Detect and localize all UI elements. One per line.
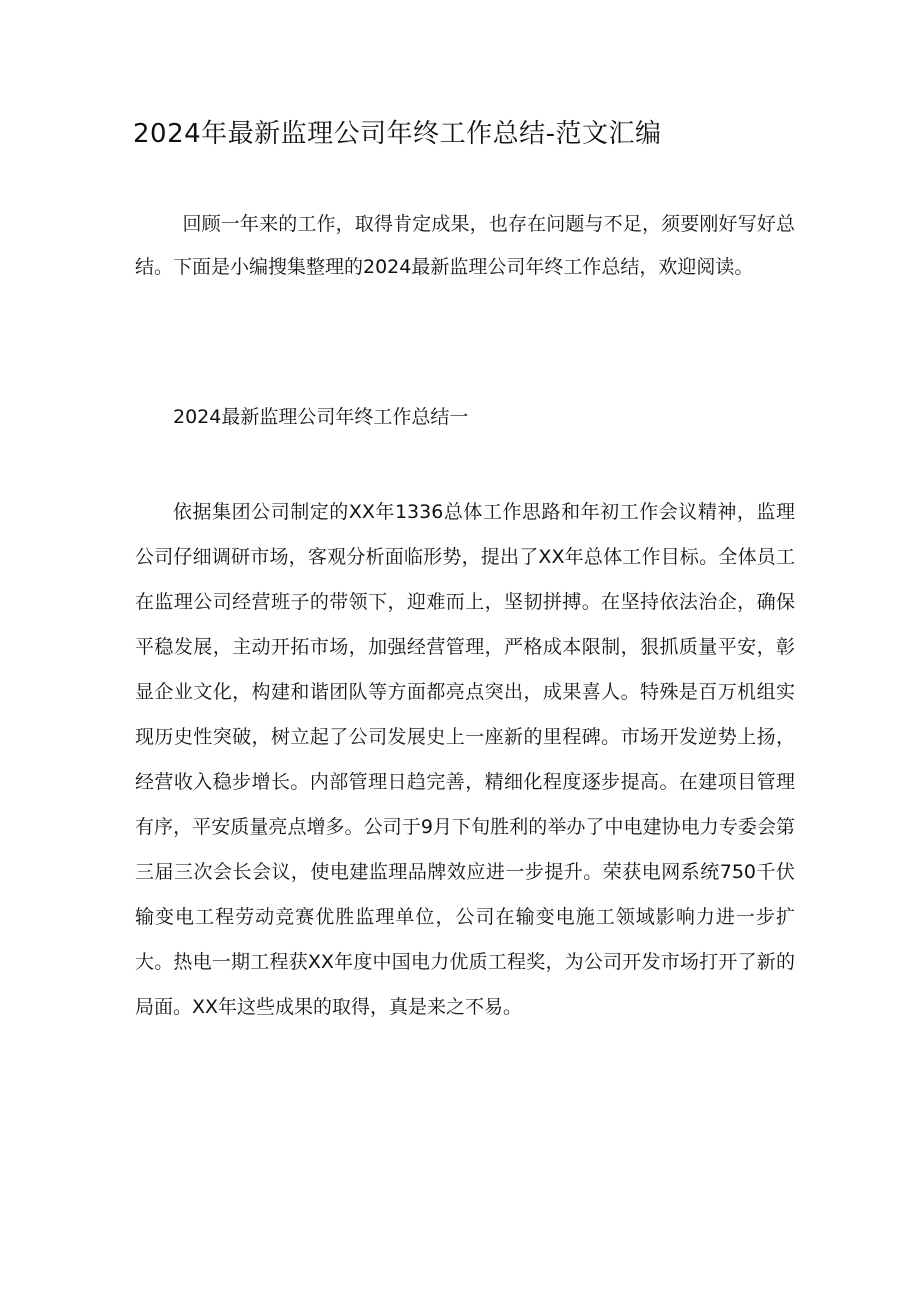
body-paragraph: 依据集团公司制定的XX年1336总体工作思路和年初工作会议精神，监理公司仔细调研市场，客观分析面临形势，提出了XX年总体工作目标。全体员工在监理公司经营班子的带领下，迎难而上，坚韧拼搏。在坚持依法治企，确保平稳发展，主动开拓市场，加强经营管理，严格成本限制，狠抓质量平安，彰显企业文化，构建和谐团队等方面都亮点突出，成果喜人。特殊是百万机组实现历史性突破，树立起了公司发展史上一座新的里程碑。市场开发逆势上扬，经营收入稳步增长。内部管理日趋完善，精细化程度逐步提高。在建项目管理有序，平安质量亮点增多。公司于9月下旬胜利的举办了中电建协电力专委会第三届三次会长会议，使电建监理品牌效应进一步提升。荣获电网系统750千伏输变电工程劳动竞赛优胜监理单位，公司在输变电施工领域影响力进一步扩大。热电一期工程获XX年度中国电力优质工程奖，为公司开发市场打开了新的局面。XX年这些成果的取得，真是来之不易。 bbox=[135, 501, 795, 1018]
document-title: 2024年最新监理公司年终工作总结-范文汇编 bbox=[133, 119, 662, 149]
section-heading: 2024最新监理公司年终工作总结一 bbox=[173, 406, 469, 428]
intro-paragraph: 回顾一年来的工作，取得肯定成果，也存在问题与不足，须要刚好写好总结。下面是小编搜集整理的2024最新监理公司年终工作总结，欢迎阅读。 bbox=[135, 213, 795, 278]
